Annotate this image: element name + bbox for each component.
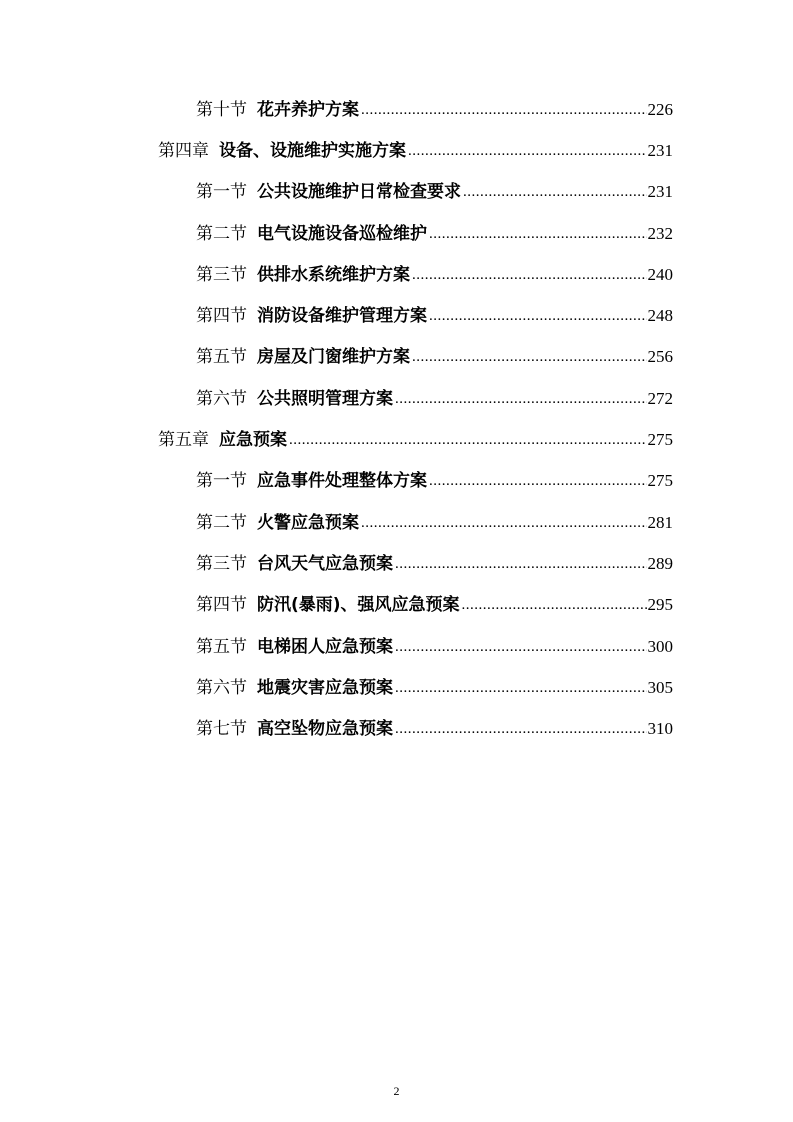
toc-entry-page: 226	[647, 99, 673, 119]
toc-entry-chapter-5[interactable]	[0, 419, 673, 460]
toc-dot-leader	[412, 347, 647, 367]
toc-entry-page: 256	[647, 347, 673, 367]
toc-dot-leader	[408, 141, 647, 161]
toc-entry-page: 275	[647, 430, 673, 450]
toc-entry-page: 289	[647, 553, 673, 573]
toc-entry-label: 第二节	[196, 223, 247, 244]
toc-entry-page: 275	[647, 471, 673, 491]
toc-dot-leader	[462, 595, 647, 615]
toc-entry-page: 295	[647, 595, 673, 615]
toc-entry-title: 花卉养护方案	[257, 99, 359, 120]
toc-entry-label: 第三节	[196, 264, 247, 285]
toc-entry-section-2[interactable]	[0, 502, 673, 543]
toc-entry-chapter-4[interactable]	[0, 130, 673, 171]
toc-entry-label: 第十节	[196, 99, 247, 120]
toc-dot-leader	[361, 513, 647, 533]
toc-entry-page: 248	[647, 306, 673, 326]
toc-entry-label: 第六节	[196, 677, 247, 698]
toc-entry-title: 公共设施维护日常检查要求	[257, 182, 461, 203]
toc-entry-section-6[interactable]	[0, 667, 673, 708]
toc-dot-leader	[289, 430, 647, 450]
toc-entry-title: 火警应急预案	[257, 512, 359, 533]
toc-entry-page: 281	[647, 512, 673, 532]
toc-dot-leader	[395, 719, 647, 739]
toc-entry-section-2[interactable]	[0, 213, 673, 254]
toc-entry-label: 第一节	[196, 471, 247, 492]
toc-dot-leader	[429, 224, 647, 244]
toc-entry-section-1[interactable]	[0, 172, 673, 213]
toc-dot-leader	[395, 554, 647, 574]
toc-dot-leader	[395, 637, 647, 657]
toc-entry-page: 272	[647, 388, 673, 408]
toc-entry-label: 第四节	[196, 306, 247, 327]
toc-entry-title: 应急预案	[219, 430, 287, 451]
toc-entry-label: 第四节	[196, 595, 247, 616]
toc-dot-leader	[429, 471, 647, 491]
toc-entry-label: 第三节	[196, 553, 247, 574]
toc-entry-title: 设备、设施维护实施方案	[219, 140, 406, 161]
page-number: 2	[393, 1084, 400, 1098]
toc-entry-section-3[interactable]	[0, 543, 673, 584]
toc-entry-label: 第四章	[158, 140, 209, 161]
toc-entry-title: 公共照明管理方案	[257, 388, 393, 409]
toc-entry-section-5[interactable]	[0, 626, 673, 667]
toc-entry-label: 第一节	[196, 182, 247, 203]
toc-entry-title: 防汛(暴雨)、强风应急预案	[257, 595, 460, 616]
toc-entry-title: 供排水系统维护方案	[257, 264, 410, 285]
toc-entry-title: 消防设备维护管理方案	[257, 306, 427, 327]
toc-entry-title: 电梯困人应急预案	[257, 636, 393, 657]
table-of-contents	[0, 89, 793, 750]
toc-entry-label: 第七节	[196, 719, 247, 740]
toc-entry-page: 231	[647, 182, 673, 202]
toc-dot-leader	[463, 182, 647, 202]
toc-entry-title: 电气设施设备巡检维护	[257, 223, 427, 244]
toc-entry-label: 第六节	[196, 388, 247, 409]
toc-entry-page: 300	[647, 636, 673, 656]
toc-entry-page: 240	[647, 264, 673, 284]
toc-dot-leader	[395, 678, 647, 698]
toc-entry-title: 房屋及门窗维护方案	[257, 347, 410, 368]
toc-entry-page: 305	[647, 677, 673, 697]
toc-entry-title: 地震灾害应急预案	[257, 677, 393, 698]
toc-entry-page: 232	[647, 223, 673, 243]
toc-entry-label: 第二节	[196, 512, 247, 533]
toc-entry-label: 第五节	[196, 347, 247, 368]
toc-entry-section-6[interactable]	[0, 378, 673, 419]
toc-entry-page: 231	[647, 140, 673, 160]
toc-entry-section-4[interactable]	[0, 585, 673, 626]
toc-dot-leader	[429, 306, 647, 326]
toc-entry-section-10[interactable]	[0, 89, 673, 130]
toc-entry-label: 第五章	[158, 430, 209, 451]
toc-dot-leader	[361, 100, 647, 120]
toc-entry-section-1[interactable]	[0, 461, 673, 502]
toc-entry-section-7[interactable]	[0, 708, 673, 749]
toc-entry-page: 310	[647, 719, 673, 739]
toc-entry-title: 应急事件处理整体方案	[257, 471, 427, 492]
toc-entry-title: 台风天气应急预案	[257, 553, 393, 574]
toc-dot-leader	[412, 265, 647, 285]
toc-entry-section-4[interactable]	[0, 295, 673, 336]
toc-entry-section-3[interactable]	[0, 254, 673, 295]
toc-dot-leader	[395, 389, 647, 409]
toc-entry-section-5[interactable]	[0, 337, 673, 378]
toc-entry-label: 第五节	[196, 636, 247, 657]
toc-entry-title: 高空坠物应急预案	[257, 719, 393, 740]
